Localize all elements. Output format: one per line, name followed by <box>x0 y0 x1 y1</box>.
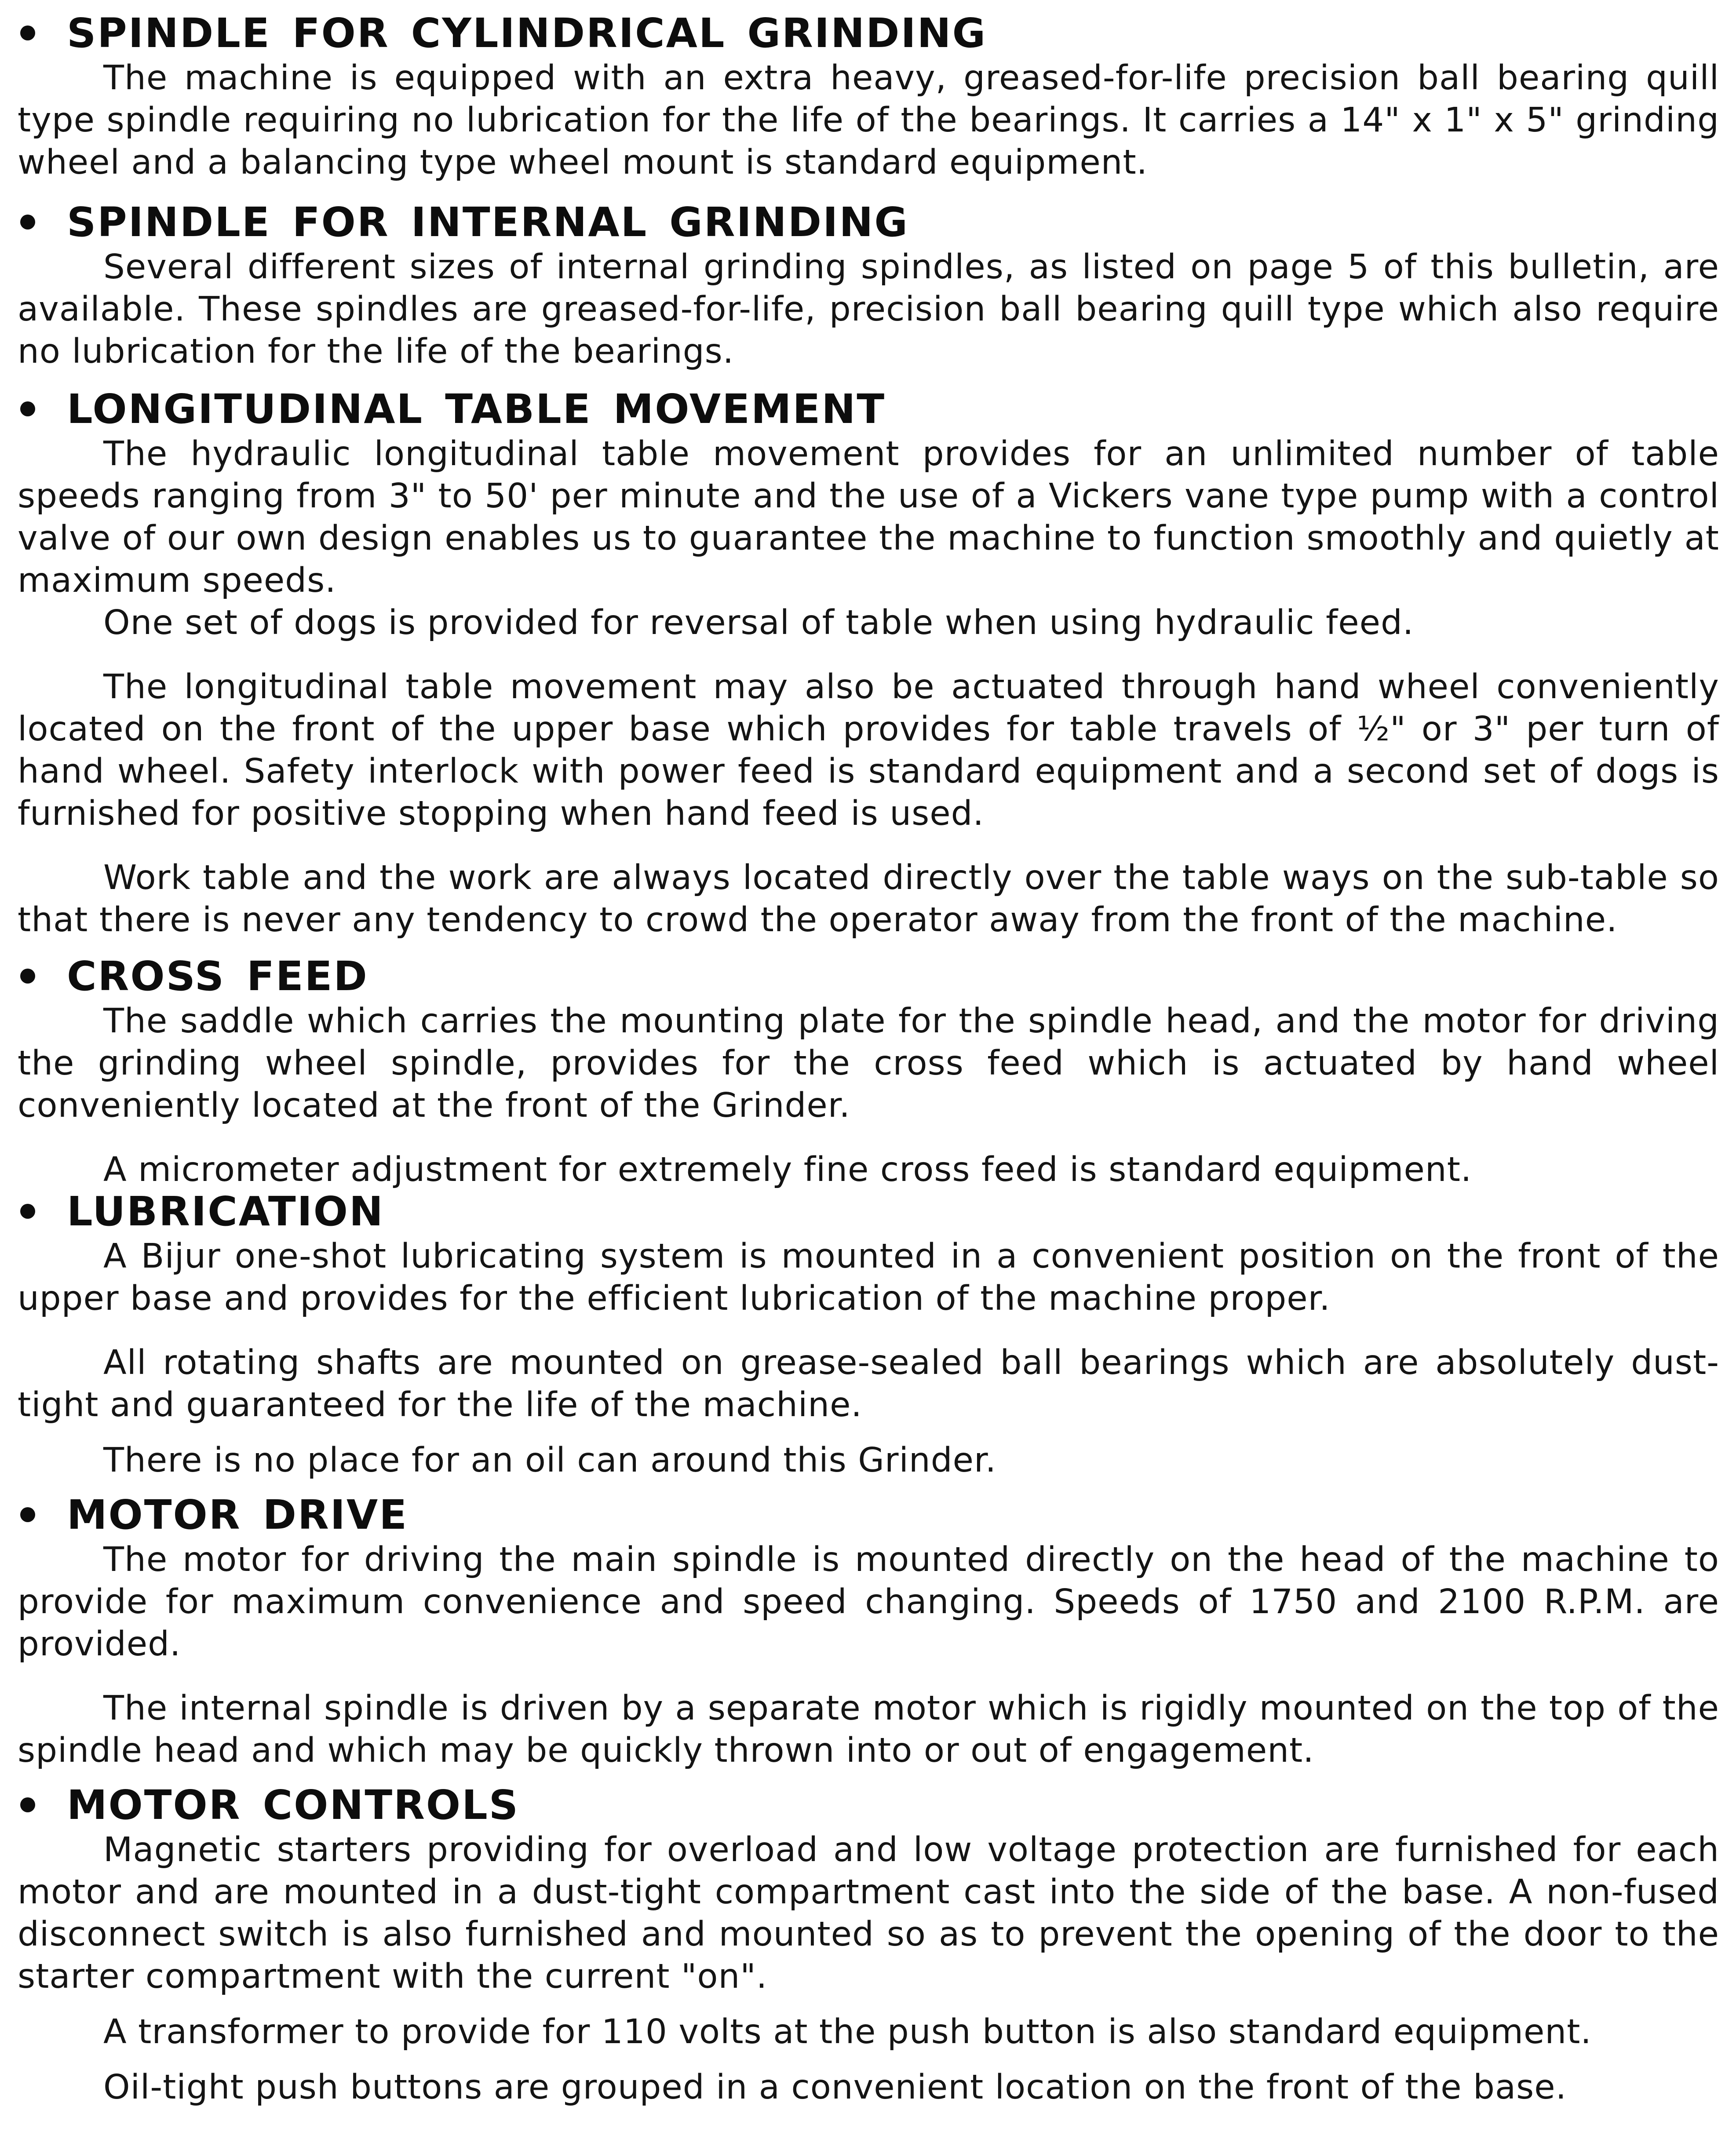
section-longitudinal-table <box>18 385 1719 941</box>
section-motor-drive <box>18 1490 1719 1772</box>
paragraph: The machine is equipped with an extra heavy, greased-for-life precision ball bearing quill type spindle requiring no lubrication for the life of the bearings. It carries a 14" x 1" x 5" grinding wheel and a balancing type wheel mount is standard equipment. <box>18 58 1719 182</box>
paragraph: Several different sizes of internal grinding spindles, as listed on page 5 of this bulletin, are available. These spindles are greased-for-life, precision ball bearing quill type which also require no lubrication for the life of the bearings. <box>18 248 1719 371</box>
bullet-icon <box>20 1204 35 1219</box>
section-spindle-cylindrical <box>18 9 1719 184</box>
bullet-icon <box>20 215 35 230</box>
paragraph: Magnetic starters providing for overload and low voltage protection are furnished for each motor and are mounted in a dust-tight compartment cast into the side of the base. A non-fused disconnect switch is also furnished and mounted so as to prevent the opening of the door to the starter compartment with the current "on". <box>18 1830 1719 1996</box>
heading-text: MOTOR CONTROLS <box>67 1781 520 1829</box>
paragraph: One set of dogs is provided for reversal of table when using hydraulic feed. <box>103 603 1414 642</box>
paragraph: A transformer to provide for 110 volts at the push button is also standard equipment. <box>103 2012 1592 2052</box>
section-heading <box>18 9 1719 57</box>
paragraph: Oil-tight push buttons are grouped in a convenient location on the front of the base. <box>103 2068 1567 2107</box>
heading-text: CROSS FEED <box>67 952 368 1000</box>
bullet-icon <box>20 1797 35 1812</box>
section-lubrication <box>18 1187 1719 1482</box>
section-heading <box>18 1781 1719 1829</box>
section-cross-feed <box>18 952 1719 1191</box>
heading-text: LONGITUDINAL TABLE MOVEMENT <box>67 385 886 433</box>
section-spindle-internal <box>18 198 1719 373</box>
paragraph: There is no place for an oil can around this Grinder. <box>103 1441 997 1480</box>
section-heading <box>18 1490 1719 1539</box>
heading-text: SPINDLE FOR CYLINDRICAL GRINDING <box>67 9 987 57</box>
bullet-icon <box>20 26 35 40</box>
section-heading <box>18 952 1719 1000</box>
paragraph: All rotating shafts are mounted on grease-sealed ball bearings which are absolutely dust-tight and guaranteed for the life of the machine. <box>18 1343 1719 1425</box>
paragraph: The hydraulic longitudinal table movement provides for an unlimited number of table speeds ranging from 3" to 50' per minute and the use of a Vickers vane type pump with a control valve of our own design enables us to guarantee the machine to function smoothly and quietly at maximum speeds. <box>18 434 1719 600</box>
section-motor-controls <box>18 1781 1719 2109</box>
heading-text: SPINDLE FOR INTERNAL GRINDING <box>67 198 909 246</box>
section-heading <box>18 385 1719 433</box>
heading-text: MOTOR DRIVE <box>67 1491 408 1538</box>
paragraph: The internal spindle is driven by a separate motor which is rigidly mounted on the top of the spindle head and which may be quickly thrown into or out of engagement. <box>18 1689 1719 1770</box>
paragraph: A micrometer adjustment for extremely fine cross feed is standard equipment. <box>103 1150 1472 1189</box>
bullet-icon <box>20 401 35 416</box>
section-heading <box>18 198 1719 246</box>
paragraph: The longitudinal table movement may also be actuated through hand wheel conveniently located on the front of the upper base which provides for table travels of ½" or 3" per turn of hand wheel. Safety interlock with power feed is standard equipment and a second set of dogs is furnished for positive stopping when hand feed is used. <box>18 667 1719 833</box>
bullet-icon <box>20 1507 35 1522</box>
section-heading <box>18 1187 1719 1235</box>
paragraph: Work table and the work are always located directly over the table ways on the sub-table so that there is never any tendency to crowd the operator away from the front of the machine. <box>18 858 1719 940</box>
paragraph: The saddle which carries the mounting plate for the spindle head, and the motor for driving the grinding wheel spindle, provides for the cross feed which is actuated by hand wheel conveniently located at the front of the Grinder. <box>18 1002 1719 1125</box>
bullet-icon <box>20 969 35 984</box>
heading-text: LUBRICATION <box>67 1188 385 1235</box>
paragraph: A Bijur one-shot lubricating system is mounted in a convenient position on the front of the upper base and provides for the efficient lubrication of the machine proper. <box>18 1237 1719 1318</box>
paragraph: The motor for driving the main spindle is mounted directly on the head of the machine to provide for maximum convenience and speed changing. Speeds of 1750 and 2100 R.P.M. are provided. <box>18 1540 1719 1664</box>
